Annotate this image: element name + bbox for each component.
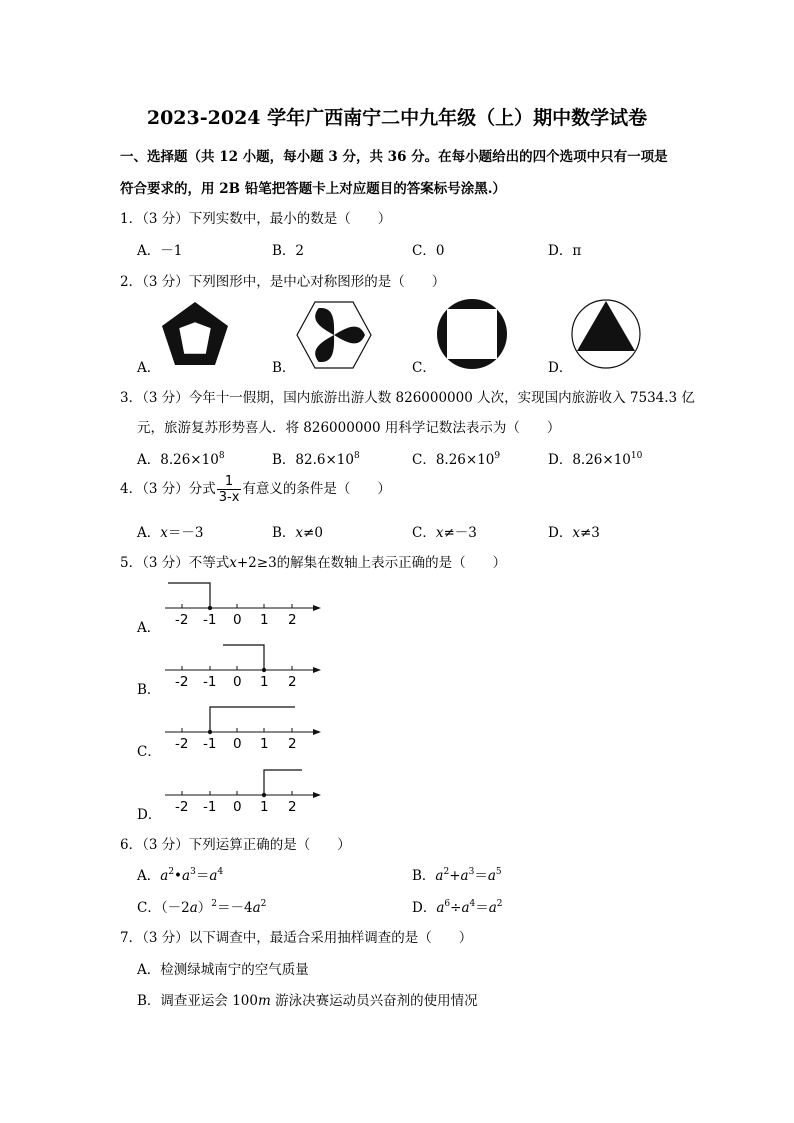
question-1-stem: 1．（3 分）下列实数中，最小的数是（ ） — [120, 211, 392, 227]
question-7-stem: 7．（3 分）以下调查中，最适合采用抽样调查的是（ ） — [120, 930, 473, 946]
question-2-stem: 2．（3 分）下列图形中，是中心对称图形的是（ ） — [120, 274, 446, 290]
q2-option-d-label: D． — [548, 360, 573, 376]
tick-label: 1 — [260, 736, 269, 752]
question-6-stem: 6．（3 分）下列运算正确的是（ ） — [120, 837, 351, 853]
number-line-d — [165, 767, 325, 797]
tick-label: 0 — [233, 674, 242, 690]
q4-option-a: A．x＝－3 — [137, 525, 204, 541]
question-3-stem-line1: 3．（3 分）今年十一假期，国内旅游出游人数 826000000 人次，实现国内旅游收入 7534.3 亿 — [120, 390, 695, 406]
tick-label: 0 — [233, 612, 242, 628]
tick-label: 1 — [260, 674, 269, 690]
page-title: 2023-2024 学年广西南宁二中九年级（上）期中数学试卷 — [146, 107, 648, 129]
tick-label: -1 — [203, 674, 217, 690]
q5-option-c-label: C． — [137, 744, 161, 760]
q4-option-b: B．x≠0 — [272, 525, 323, 541]
circle-square-figure — [436, 298, 508, 370]
number-line-a — [165, 580, 325, 610]
section-heading-line1: 一、选择题（共 12 小题，每小题 3 分，共 36 分。在每小题给出的四个选项中只有一项是 — [120, 149, 668, 165]
section-heading-line2: 符合要求的，用 2B 铅笔把答题卡上对应题目的答案标号涂黑.） — [120, 181, 506, 197]
q2-option-c-label: C． — [412, 360, 436, 376]
q3-option-c: C．$8.26\times 10^9$ — [412, 451, 501, 468]
question-4-stem: 4．（3 分）分式 $\frac{1}{3-x}$ 有意义的条件是（ ） — [120, 474, 391, 505]
q3-option-b: B．$82.6\times 10^8$ — [272, 451, 360, 468]
tick-label: -2 — [175, 674, 189, 690]
fraction: $\frac{1}{3-x}$ — [218, 474, 240, 505]
q5-option-b-label: B． — [137, 682, 161, 698]
tick-label: -1 — [203, 799, 217, 815]
tick-label: 2 — [288, 799, 297, 815]
q1-option-c: C．0 — [412, 243, 445, 259]
q3-option-d: D．$8.26\times 10^{10}$ — [548, 451, 643, 468]
q2-option-a-label: A． — [137, 360, 161, 376]
q1-option-a: A．－1 — [137, 243, 183, 259]
question-3-stem-line2: 元，旅游复苏形势喜人．将 826000000 用科学记数法表示为（ ） — [137, 420, 561, 436]
q7-option-a: A．检测绿城南宁的空气质量 — [137, 962, 309, 978]
q5-option-a-label: A． — [137, 620, 161, 636]
tick-label: -1 — [203, 736, 217, 752]
number-line-b — [165, 642, 325, 672]
tick-label: -1 — [203, 612, 217, 628]
number-line-c — [165, 704, 325, 734]
tick-label: -2 — [175, 612, 189, 628]
tick-label: 2 — [288, 736, 297, 752]
tick-label: 2 — [288, 674, 297, 690]
circle-triangle-figure — [570, 298, 642, 370]
q6-option-c: C．$(-2a)^2=-4a^2$ — [137, 899, 267, 916]
tick-label: -2 — [175, 736, 189, 752]
tick-label: 1 — [260, 612, 269, 628]
q6-option-b: B．$a^2+a^3=a^5$ — [412, 867, 502, 884]
hexagon-petals-figure — [296, 300, 372, 370]
q4-option-d: D．x≠3 — [548, 525, 600, 541]
tick-label: 0 — [233, 736, 242, 752]
pentagon-star-figure — [160, 300, 230, 370]
q7-option-b: B．调查亚运会 100m 游泳决赛运动员兴奋剂的使用情况 — [137, 993, 478, 1009]
q2-option-b-label: B． — [272, 360, 296, 376]
tick-label: 1 — [260, 799, 269, 815]
q6-option-d: D．$a^6\div a^4=a^2$ — [412, 899, 503, 916]
q5-option-d-label: D． — [137, 807, 162, 823]
tick-label: -2 — [175, 799, 189, 815]
q6-option-a: A．$a^2•a^3=a^4$ — [137, 867, 224, 884]
q3-option-a: A．$8.26\times 10^8$ — [137, 451, 225, 468]
q1-option-d: D．π — [548, 243, 582, 259]
q1-option-b: B．2 — [272, 243, 305, 259]
tick-label: 0 — [233, 799, 242, 815]
question-5-stem: 5．（3 分）不等式x+2≥3的解集在数轴上表示正确的是（ ） — [120, 555, 507, 571]
q4-option-c: C．x≠－3 — [412, 525, 477, 541]
tick-label: 2 — [288, 612, 297, 628]
